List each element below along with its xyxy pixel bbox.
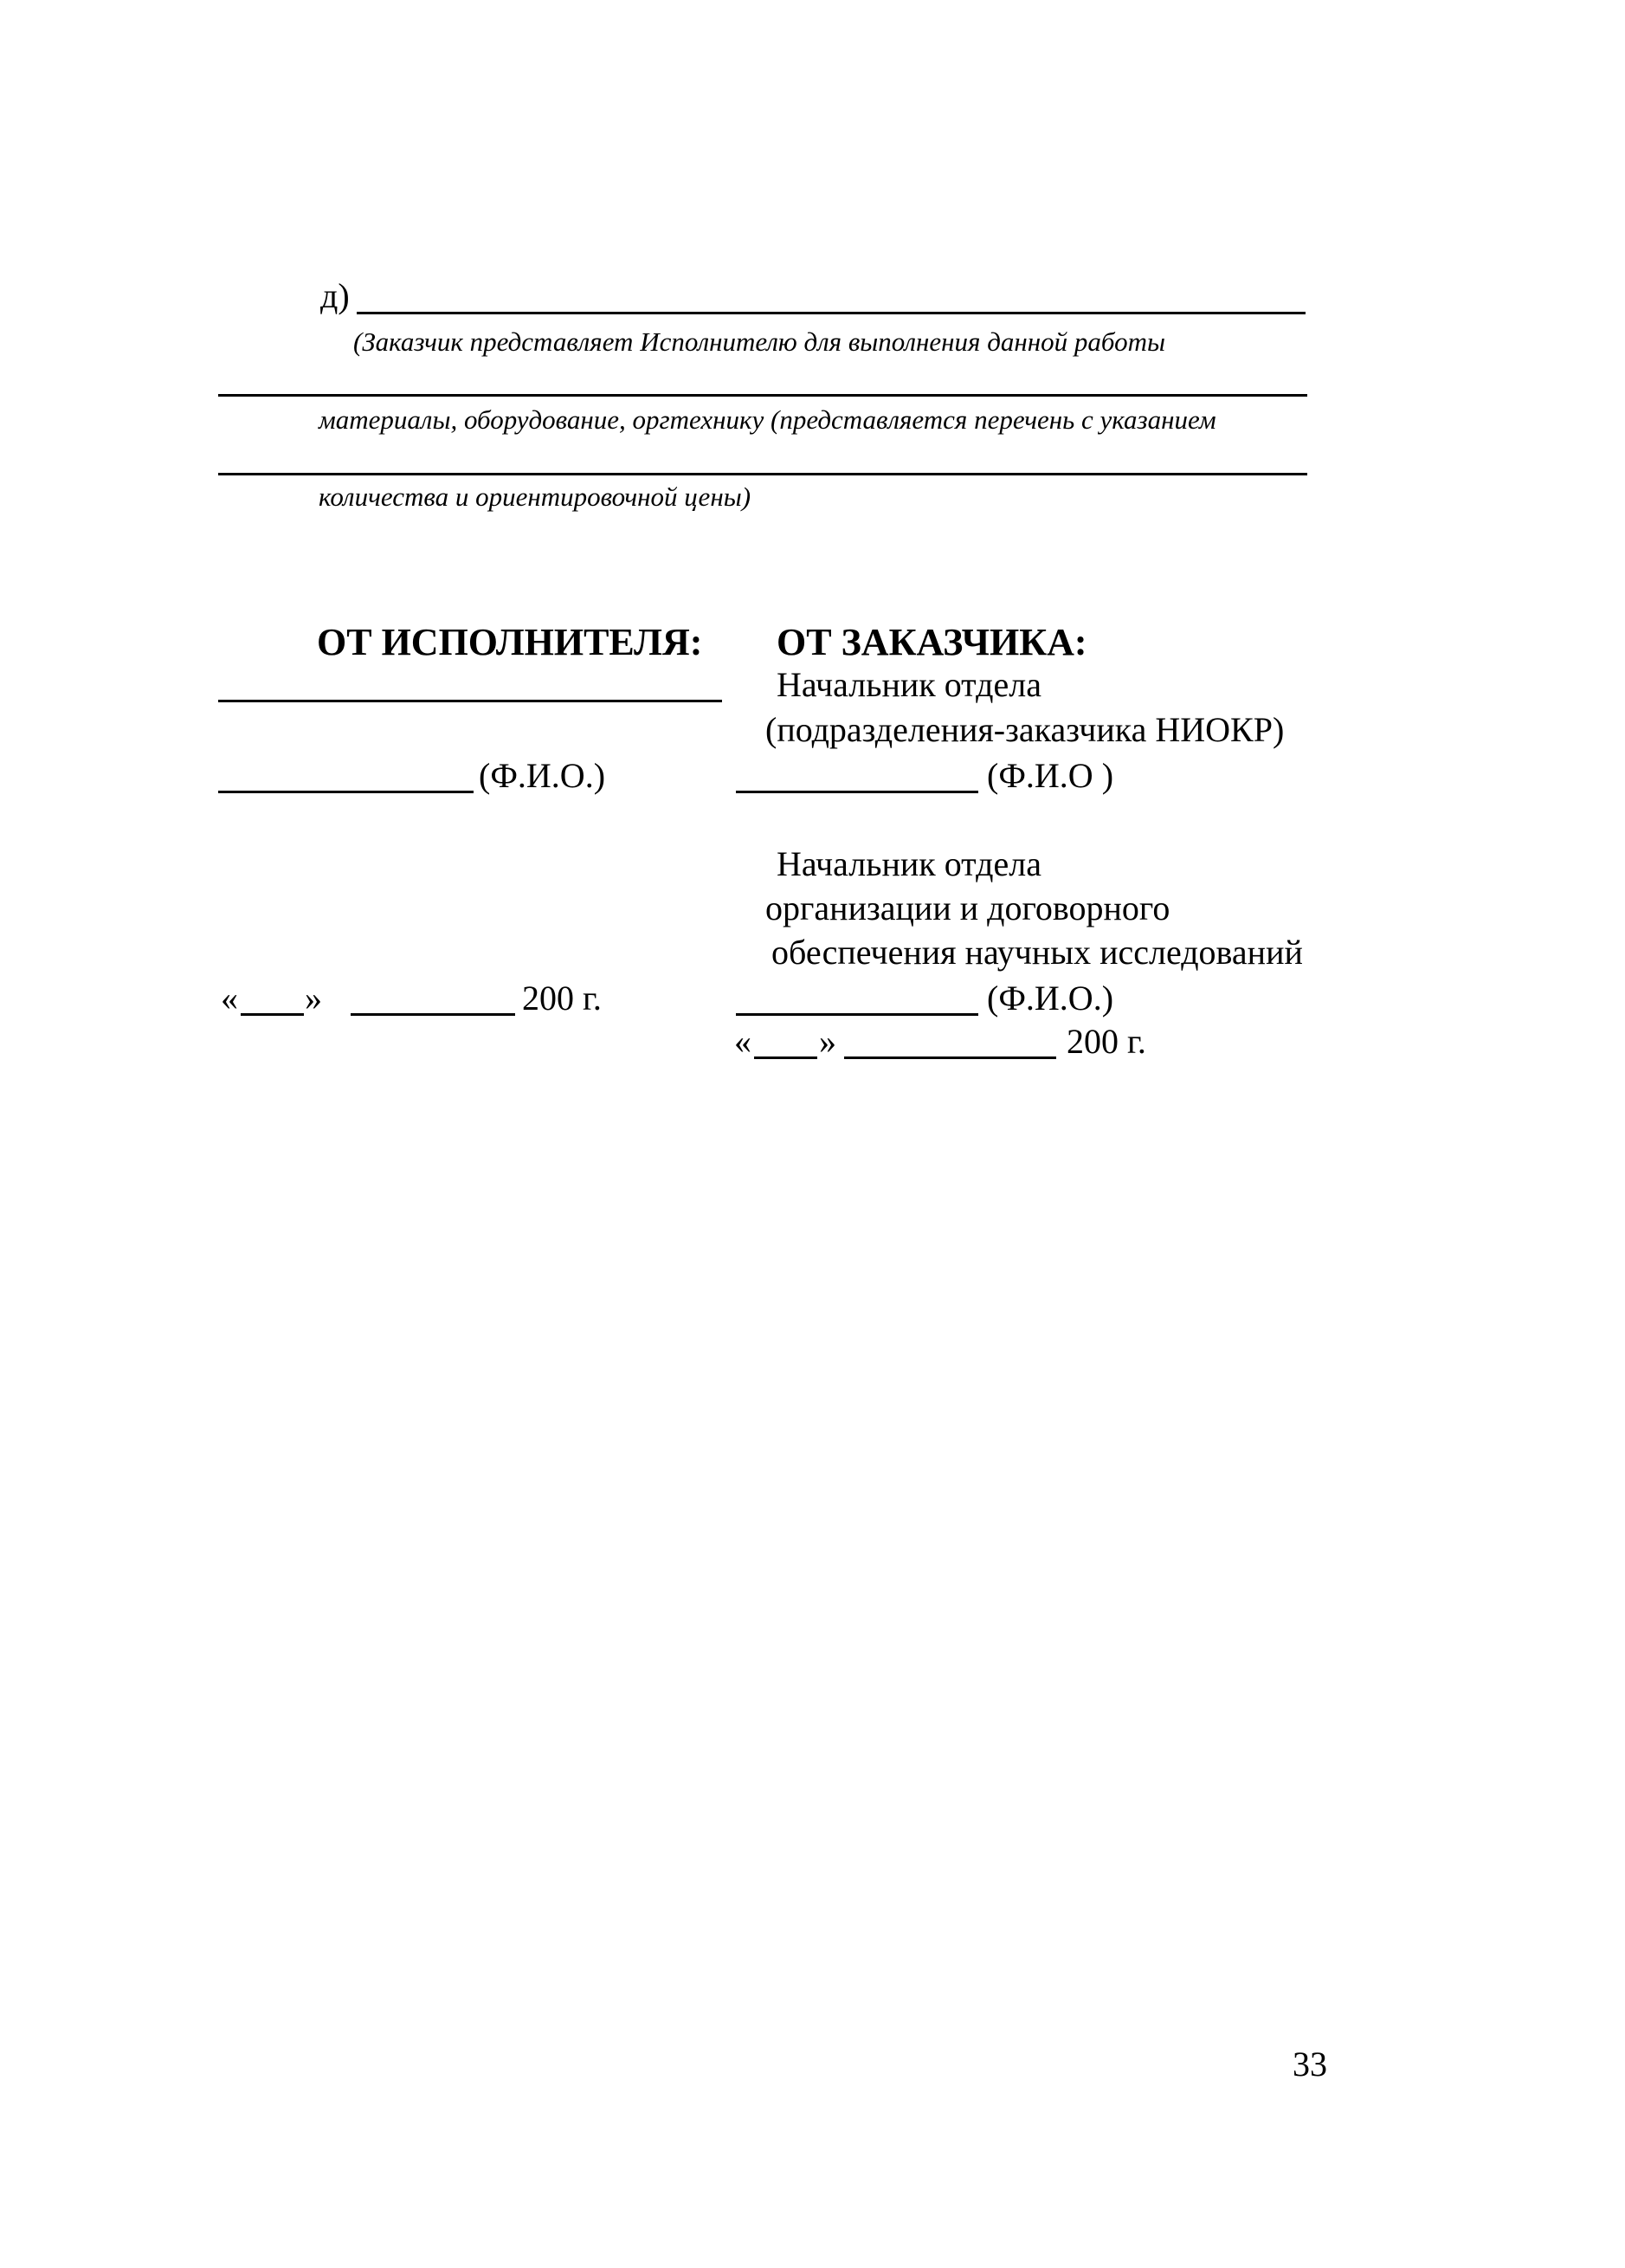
item-note-line-3: количества и ориентировочной цены) bbox=[319, 481, 751, 512]
executor-signature-line bbox=[218, 791, 474, 793]
customer-position-1-line-2: (подразделения-заказчика НИОКР) bbox=[765, 710, 1285, 749]
item-letter: д) bbox=[320, 276, 350, 315]
customer-signature-line-2 bbox=[736, 1013, 978, 1016]
item-fill-line-2 bbox=[218, 394, 1307, 397]
executor-date-year: 200 г. bbox=[522, 979, 602, 1018]
customer-signature-line-1 bbox=[736, 791, 978, 793]
item-note-line-2: материалы, оборудование, оргтехнику (представляется перечень с указанием bbox=[319, 404, 1216, 435]
customer-date-month-line bbox=[844, 1056, 1056, 1059]
customer-position-1-line-1: Начальник отдела bbox=[777, 665, 1041, 704]
customer-heading: ОТ ЗАКАЗЧИКА: bbox=[777, 621, 1087, 663]
customer-date-day-line bbox=[754, 1056, 817, 1059]
customer-date-open-quote: « bbox=[734, 1022, 751, 1061]
customer-fio-1-label: (Ф.И.О ) bbox=[987, 756, 1114, 795]
item-note-line-1: (Заказчик представляет Исполнителю для выполнения данной работы bbox=[353, 326, 1165, 357]
executor-heading: ОТ ИСПОЛНИТЕЛЯ: bbox=[317, 621, 703, 663]
executor-date-open-quote: « bbox=[221, 979, 238, 1018]
customer-fio-2-label: (Ф.И.О.) bbox=[987, 979, 1114, 1018]
customer-date-close-quote: » bbox=[819, 1022, 836, 1061]
executor-fio-label: (Ф.И.О.) bbox=[479, 756, 606, 795]
executor-organization-line bbox=[218, 700, 722, 702]
page-number: 33 bbox=[1293, 2045, 1327, 2084]
customer-date-year: 200 г. bbox=[1067, 1022, 1146, 1061]
executor-date-month-line bbox=[351, 1013, 515, 1016]
customer-position-2-line-1: Начальник отдела bbox=[777, 844, 1041, 883]
item-fill-line-1 bbox=[357, 312, 1306, 314]
item-fill-line-3 bbox=[218, 473, 1307, 475]
executor-date-day-line bbox=[241, 1013, 304, 1016]
customer-position-2-line-3: обеспечения научных исследований bbox=[771, 933, 1303, 972]
customer-position-2-line-2: организации и договорного bbox=[765, 888, 1170, 927]
executor-date-close-quote: » bbox=[305, 979, 322, 1018]
